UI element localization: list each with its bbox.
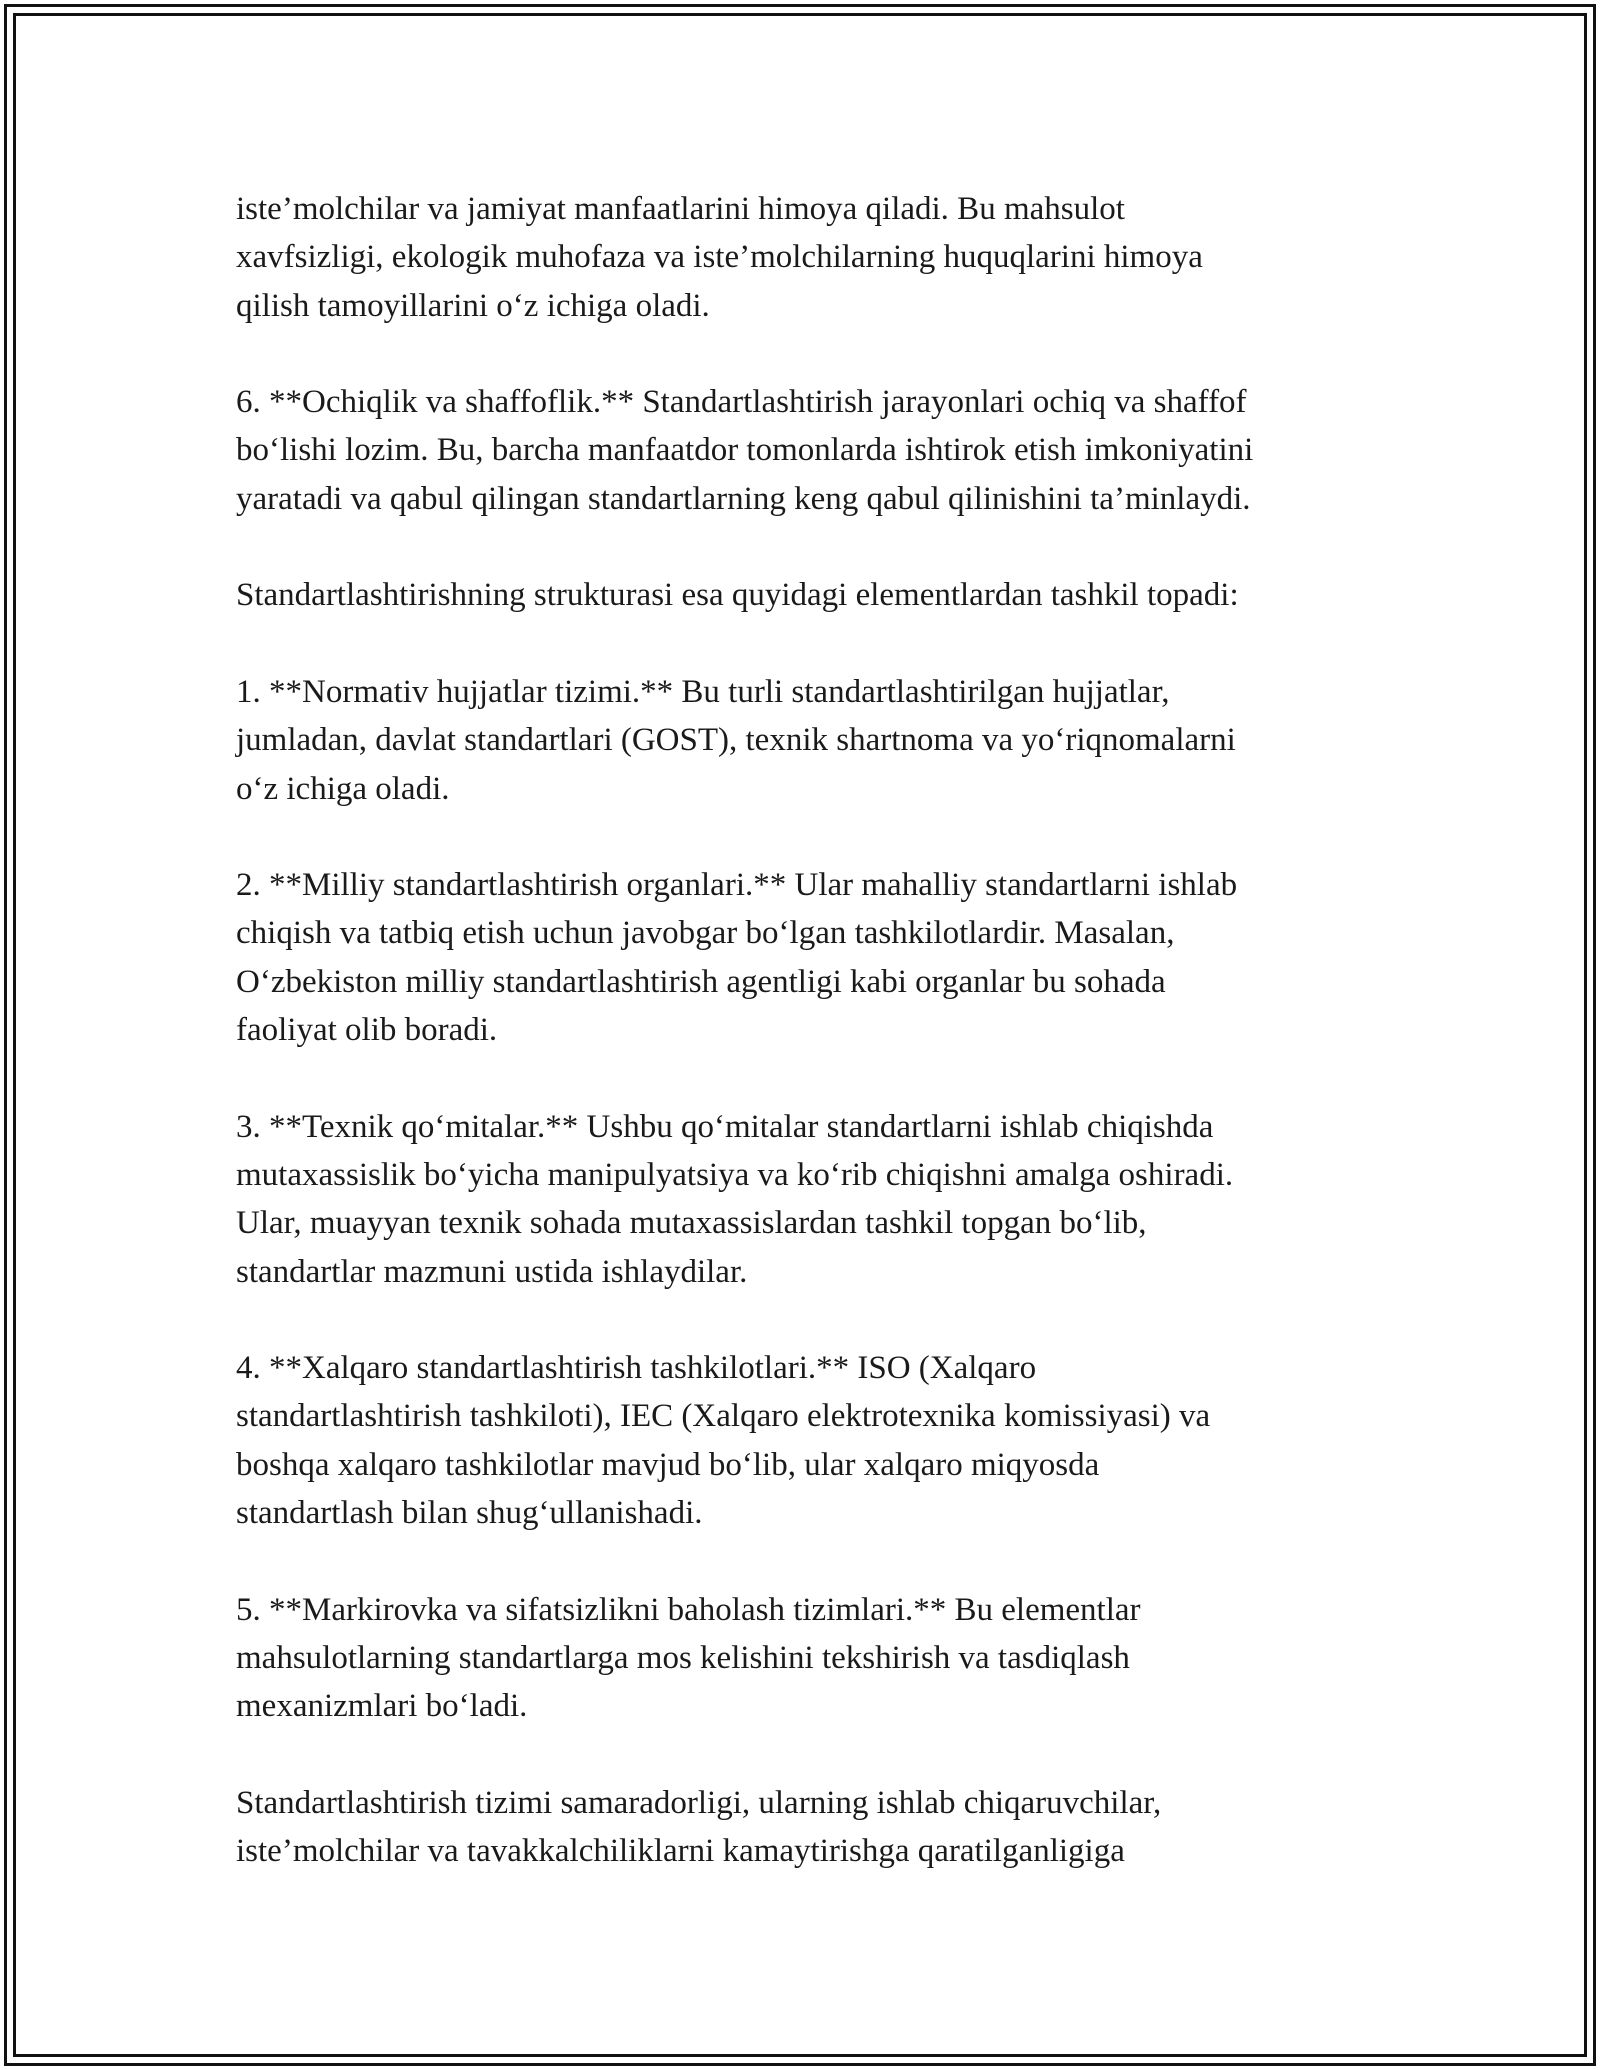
paragraph-element-1: 1. **Normativ hujjatlar tizimi.** Bu turli standartlashtirilgan hujjatlar, jumladan, davlat standartlari (GOST), texnik shartnoma va yo‘riqnomalarni o‘z ichiga oladi. — [236, 673, 1236, 807]
paragraph-element-3: 3. **Texnik qo‘mitalar.** Ushbu qo‘mitalar standartlarni ishlab chiqishda mutaxassislik bo‘yicha manipulyatsiya va ko‘rib chiqishni amalga oshiradi. Ular, muayyan texnik sohada mutaxassislardan tashkil topgan bo‘lib, standartlar mazmuni ustida ishlaydilar. — [236, 1108, 1234, 1290]
paragraph-conclusion: Standartlashtirish tizimi samaradorligi, ularning ishlab chiqaruvchilar, iste’molchilar va tavakkalchiliklarni kamaytirishga qaratilganligiga — [236, 1784, 1162, 1870]
document-body — [236, 185, 1426, 1875]
paragraph-element-5: 5. **Markirovka va sifatsizlikni baholash tizimlari.** Bu elementlar mahsulotlarning standartlarga mos kelishini tekshirish va tasdiqlash mexanizmlari bo‘ladi. — [236, 1591, 1141, 1725]
paragraph-structure-heading: Standartlashtirishning strukturasi esa quyidagi elementlardan tashkil topadi: — [236, 577, 1239, 614]
paragraph-principle-6: 6. **Ochiqlik va shaffoflik.** Standartlashtirish jarayonlari ochiq va shaffof bo‘lishi lozim. Bu, barcha manfaatdor tomonlarda ishtirok etish imkoniyatini yaratadi va qabul qilingan standartlarning keng qabul qilinishini ta’minlaydi. — [236, 384, 1254, 517]
paragraph-element-2: 2. **Milliy standartlashtirish organlari.** Ular mahalliy standartlarni ishlab chiqish va tatbiq etish uchun javobgar bo‘lgan tashkilotlardir. Masalan, O‘zbekiston milliy standartlashtirish agentligi kabi organlar bu sohada faoliyat olib boradi. — [236, 867, 1238, 1049]
paragraph-intro-continuation: iste’molchilar va jamiyat manfaatlarini himoya qiladi. Bu mahsulot xavfsizligi, ekologik muhofaza va iste’molchilarning huquqlarini himoya qilish tamoyillarini o‘z ichiga oladi. — [236, 191, 1203, 324]
paragraph-element-4: 4. **Xalqaro standartlashtirish tashkilotlari.** ISO (Xalqaro standartlashtirish tashkiloti), IEC (Xalqaro elektrotexnika komissiyasi) va boshqa xalqaro tashkilotlar mavjud bo‘lib, ular xalqaro miqyosda standartlash bilan shug‘ullanishadi. — [236, 1350, 1211, 1532]
